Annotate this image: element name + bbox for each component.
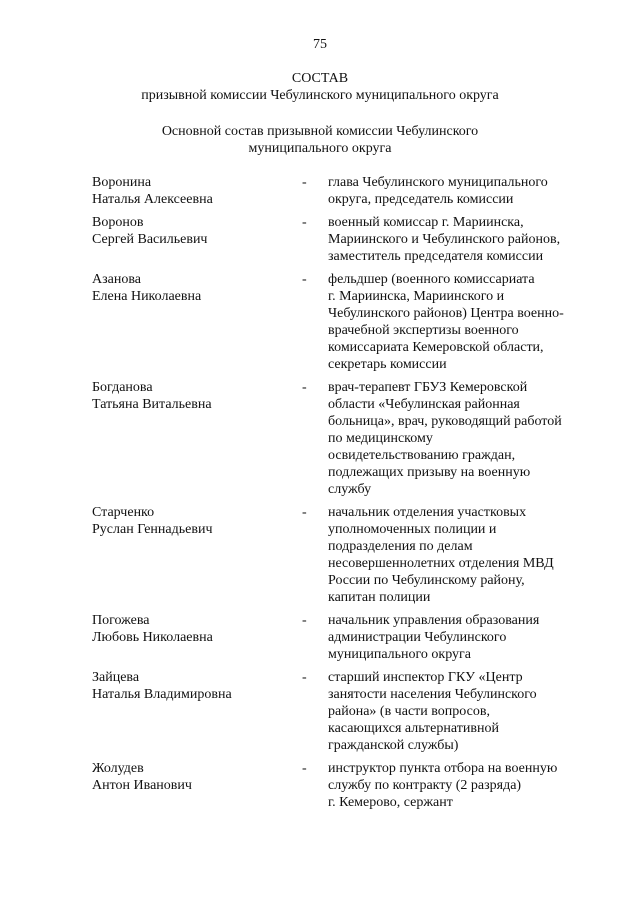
member-name-line: Жолудев [92,761,144,776]
member-row [92,504,592,606]
member-role [328,760,592,811]
member-dash: - [302,380,307,395]
member-role-line: военный комиссар г. Мариинска, [328,215,524,230]
document-title: СОСТАВ [291,71,349,86]
member-name [92,504,302,606]
member-role-line: службу [328,482,372,497]
member-dash: - [302,272,307,287]
member-row [92,214,592,265]
member-name-line: Азанова [92,272,141,287]
member-role-line: врач-терапевт ГБУЗ Кемеровской [328,380,528,395]
member-name-line: Воронов [92,215,144,230]
member-role-line: г. Кемерово, сержант [328,795,453,810]
member-role-line: несовершеннолетних отделения МВД [328,556,554,571]
member-role [328,612,592,663]
section-heading-line: муниципального округа [248,141,392,156]
member-role-line: старший инспектор ГКУ «Центр [328,670,523,685]
member-role-line: больница», врач, руководящий работой [328,414,562,429]
member-row [92,612,592,663]
page-number: 75 [313,37,327,52]
member-role-line: уполномоченных полиции и [328,522,497,537]
member-role-line: по медицинскому [328,431,433,446]
member-name [92,760,302,811]
member-name-line: Сергей Васильевич [92,232,208,247]
member-name [92,214,302,265]
member-name-line: Руслан Геннадьевич [92,522,213,537]
member-role [328,174,592,208]
member-role-line: заместитель председателя комиссии [328,249,544,264]
member-role-line: округа, председатель комиссии [328,192,514,207]
member-role-line: службу по контракту (2 разряда) [328,778,522,793]
member-role-line: освидетельствованию граждан, [328,448,516,463]
member-role-line: гражданской службы) [328,738,459,753]
member-row [92,174,592,208]
member-name-line: Елена Николаевна [92,289,202,304]
member-role-line: фельдшер (военного комиссариата [328,272,535,287]
member-dash: - [302,505,307,520]
member-name-line: Зайцева [92,670,140,685]
member-role-line: подразделения по делам [328,539,473,554]
member-name-line: Татьяна Витальевна [92,397,212,412]
member-role [328,379,592,498]
member-name-line: Наталья Алексеевна [92,192,213,207]
section-heading-line: Основной состав призывной комиссии Чебулинского [161,124,479,139]
member-role-line: занятости населения Чебулинского [328,687,537,702]
member-role-line: администрации Чебулинского [328,630,507,645]
member-dash: - [302,613,307,628]
member-role [328,669,592,754]
member-name-line: Богданова [92,380,153,395]
member-name-line: Воронина [92,175,152,190]
member-role [328,214,592,265]
member-role-line: касающихся альтернативной [328,721,499,736]
section-heading [0,123,640,157]
member-name-line: Любовь Николаевна [92,630,213,645]
member-row [92,271,592,373]
member-role-line: инструктор пункта отбора на военную [328,761,558,776]
member-dash: - [302,761,307,776]
member-name-line: Наталья Владимировна [92,687,232,702]
member-role-line: комиссариата Кемеровской области, [328,340,544,355]
member-role-line: начальник отделения участковых [328,505,527,520]
member-role-line: подлежащих призыву на военную [328,465,531,480]
document-subtitle: призывной комиссии Чебулинского муниципального округа [141,88,499,103]
member-role [328,271,592,373]
member-dash: - [302,670,307,685]
member-name [92,271,302,373]
member-role-line: России по Чебулинскому району, [328,573,525,588]
member-role-line: г. Мариинска, Мариинского и [328,289,505,304]
member-name [92,174,302,208]
member-role-line: Мариинского и Чебулинского районов, [328,232,561,247]
member-dash: - [302,215,307,230]
member-dash: - [302,175,307,190]
member-role-line: глава Чебулинского муниципального [328,175,548,190]
member-role-line: области «Чебулинская районная [328,397,520,412]
member-role-line: района» (в части вопросов, [328,704,490,719]
member-row [92,379,592,498]
member-name-line: Антон Иванович [92,778,192,793]
member-role-line: врачебной экспертизы военного [328,323,519,338]
member-row [92,760,592,811]
members-list [92,174,592,817]
member-name-line: Погожева [92,613,150,628]
member-role-line: секретарь комиссии [328,357,447,372]
member-name [92,669,302,754]
member-name-line: Старченко [92,505,155,520]
member-name [92,612,302,663]
member-name [92,379,302,498]
member-role-line: муниципального округа [328,647,471,662]
member-role-line: начальник управления образования [328,613,540,628]
member-row [92,669,592,754]
member-role-line: Чебулинского районов) Центра военно- [328,306,564,321]
member-role-line: капитан полиции [328,590,431,605]
member-role [328,504,592,606]
